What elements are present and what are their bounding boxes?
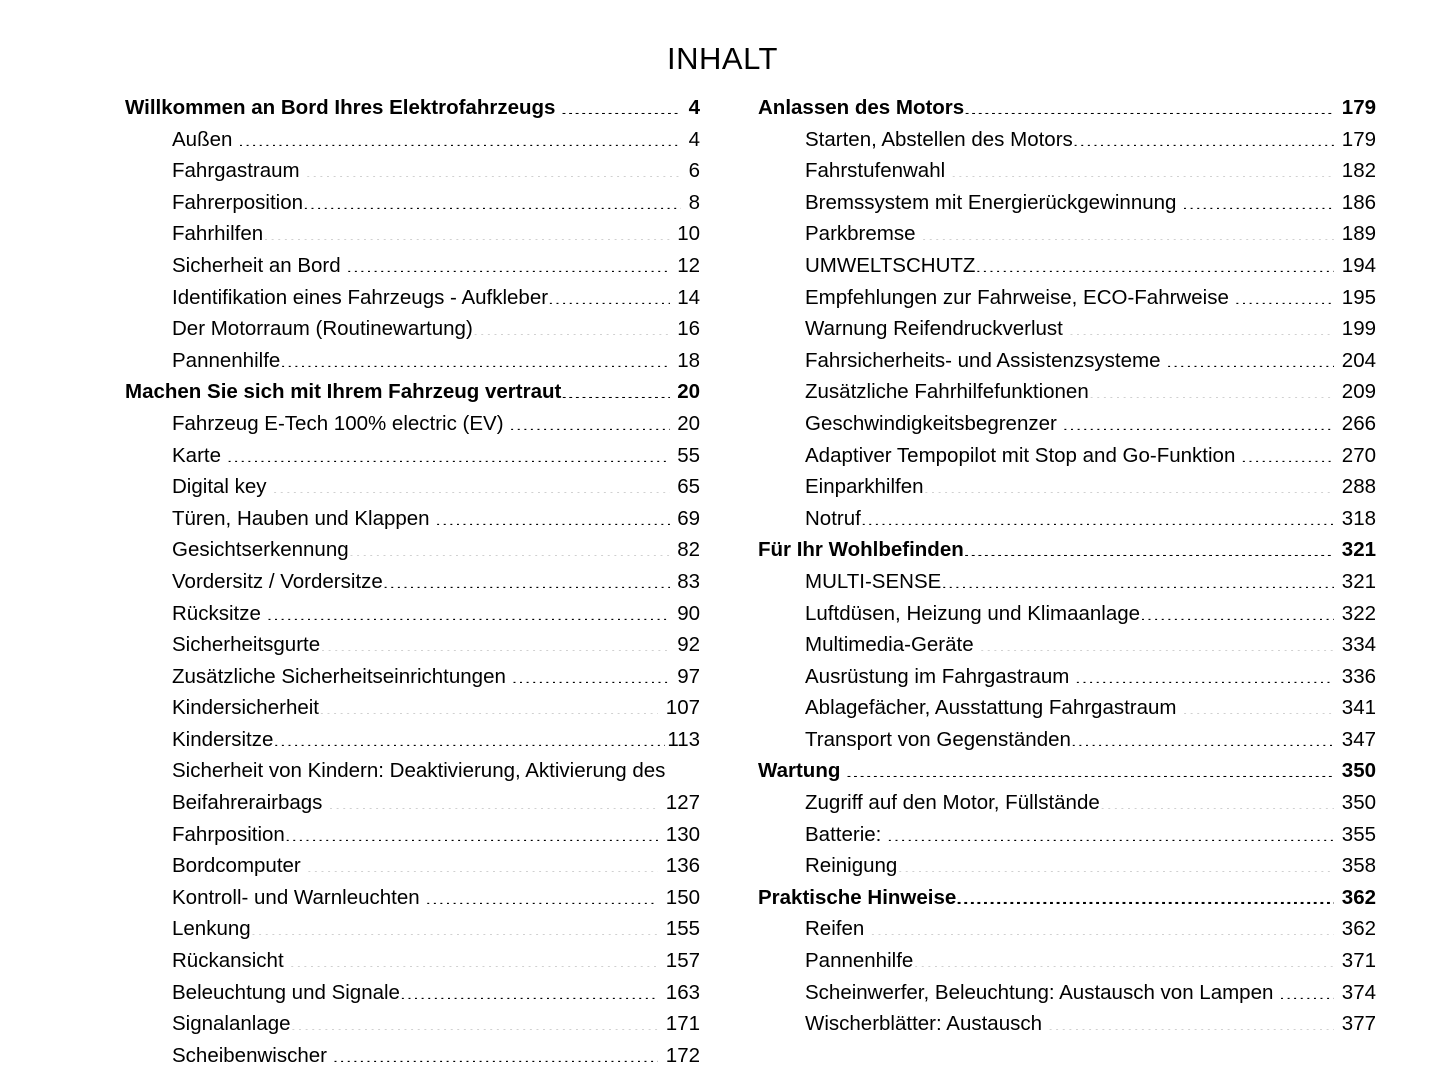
toc-dot-leader	[383, 567, 670, 588]
toc-entry-page-number: 6	[682, 159, 700, 183]
toc-entry-label: Kindersitze	[172, 727, 274, 751]
toc-entry[interactable]	[805, 629, 1376, 661]
toc-entry-label: Geschwindigkeitsbegrenzer	[805, 411, 1063, 435]
toc-entry[interactable]	[172, 282, 700, 314]
toc-dot-leader	[289, 947, 658, 968]
toc-entry-label: Fahrzeug E-Tech 100% electric (EV)	[172, 411, 510, 435]
toc-entry-page-number: 362	[1336, 917, 1376, 941]
toc-entry-label: Fahrgastraum	[172, 159, 306, 183]
toc-entry[interactable]	[805, 345, 1376, 377]
toc-dot-leader	[425, 883, 658, 904]
toc-entry[interactable]	[805, 376, 1376, 408]
toc-entry[interactable]	[805, 787, 1376, 819]
toc-entry[interactable]	[172, 124, 700, 156]
toc-entry-label: Der Motorraum (Routinewartung)	[172, 317, 473, 341]
toc-entry-label: Sicherheitsgurte	[172, 633, 321, 657]
page-title: INHALT	[667, 40, 778, 76]
toc-entry[interactable]	[172, 850, 700, 882]
toc-entry-page-number: 155	[660, 917, 700, 941]
toc-entry-label: Ausrüstung im Fahrgastraum	[805, 664, 1076, 688]
toc-dot-leader	[1166, 346, 1334, 367]
toc-dot-leader	[1100, 789, 1334, 810]
toc-section-entry[interactable]	[125, 92, 700, 124]
toc-entry-page-number: 69	[671, 506, 700, 530]
toc-entry-label: Pannenhilfe	[172, 348, 281, 372]
toc-dot-leader	[887, 820, 1334, 841]
toc-dot-leader	[975, 251, 1334, 272]
toc-entry-page-number: 12	[671, 253, 700, 277]
toc-dot-leader	[846, 757, 1334, 778]
toc-dot-leader	[548, 283, 669, 304]
toc-entry-label: Signalanlage	[172, 1012, 291, 1036]
toc-entry-label: Fahrerposition	[172, 190, 304, 214]
toc-entry[interactable]	[805, 408, 1376, 440]
toc-entry-page-number: 341	[1336, 696, 1376, 720]
toc-entry-label: Adaptiver Tempopilot mit Stop and Go-Funktion	[805, 443, 1242, 467]
toc-entry[interactable]	[805, 819, 1376, 851]
toc-entry-label: Zusätzliche Fahrhilfefunktionen	[805, 380, 1089, 404]
toc-dot-leader	[1241, 441, 1334, 462]
toc-entry[interactable]	[172, 913, 700, 945]
toc-entry-label: Gesichtserkennung	[172, 538, 349, 562]
toc-dot-leader	[1140, 599, 1334, 620]
toc-entry-page-number: 113	[667, 727, 700, 751]
toc-entry-page-number: 362	[1336, 885, 1376, 909]
toc-entry-page-number: 347	[1336, 727, 1376, 751]
toc-dot-leader	[305, 157, 681, 178]
toc-entry-page-number: 83	[671, 569, 700, 593]
toc-entry[interactable]	[172, 945, 700, 977]
toc-entry-page-number: 350	[1336, 791, 1376, 815]
toc-dot-leader	[1182, 188, 1334, 209]
toc-entry[interactable]	[172, 503, 700, 535]
toc-entry-page-number: 55	[671, 443, 700, 467]
toc-entry-label: Rückansicht	[172, 949, 290, 973]
toc-dot-leader	[251, 915, 658, 936]
toc-dot-leader	[319, 694, 658, 715]
toc-entry[interactable]	[172, 598, 700, 630]
toc-entry[interactable]	[805, 661, 1376, 693]
toc-entry[interactable]	[805, 187, 1376, 219]
toc-entry[interactable]	[172, 534, 700, 566]
toc-entry-page-number: 179	[1336, 127, 1376, 151]
toc-dot-leader	[964, 536, 1334, 557]
toc-entry[interactable]	[805, 440, 1376, 472]
toc-dot-leader	[227, 441, 670, 462]
toc-entry-page-number: 107	[660, 696, 700, 720]
toc-dot-leader	[509, 409, 669, 430]
toc-entry-page-number: 189	[1336, 222, 1376, 246]
toc-entry-label: Vordersitz / Vordersitze	[172, 569, 383, 593]
toc-entry-page-number: 14	[671, 285, 700, 309]
toc-dot-leader	[349, 536, 670, 557]
toc-entry-page-number: 172	[660, 1043, 700, 1067]
toc-entry[interactable]	[805, 471, 1376, 503]
toc-entry-page-number: 355	[1336, 822, 1376, 846]
toc-dot-leader	[979, 631, 1334, 652]
toc-dot-leader	[238, 125, 681, 146]
toc-entry-page-number: 20	[671, 411, 700, 435]
toc-entry-label: Ablagefächer, Ausstattung Fahrgastraum	[805, 696, 1183, 720]
toc-entry[interactable]	[805, 503, 1376, 535]
toc-entry-page-number: 127	[660, 791, 700, 815]
toc-entry-label: Machen Sie sich mit Ihrem Fahrzeug vertraut	[125, 380, 562, 404]
toc-entry-page-number: 130	[660, 822, 700, 846]
toc-dot-leader	[267, 599, 670, 620]
toc-entry-label: Bremssystem mit Energierückgewinnung	[805, 190, 1183, 214]
toc-entry-label: Digital key	[172, 475, 273, 499]
toc-entry-label: Identifikation eines Fahrzeugs - Aufkleber	[172, 285, 549, 309]
toc-dot-leader	[941, 567, 1334, 588]
toc-entry-page-number: 20	[671, 380, 700, 404]
toc-dot-leader	[1182, 694, 1334, 715]
toc-entry[interactable]	[172, 440, 700, 472]
toc-dot-leader	[280, 346, 669, 367]
toc-dot-leader	[861, 504, 1334, 525]
toc-dot-leader	[263, 220, 669, 241]
toc-entry[interactable]	[805, 945, 1376, 977]
toc-entry-label: Scheinwerfer, Beleuchtung: Austausch von Lampen	[805, 980, 1280, 1004]
toc-dot-leader	[1279, 978, 1334, 999]
toc-entry-label: Außen	[172, 127, 239, 151]
toc-entry[interactable]	[172, 471, 700, 503]
toc-dot-leader	[272, 473, 669, 494]
toc-entry[interactable]	[805, 250, 1376, 282]
toc-entry-page-number: 288	[1336, 475, 1376, 499]
toc-dot-leader	[1071, 725, 1334, 746]
toc-entry[interactable]	[172, 724, 700, 756]
toc-entry-page-number: 321	[1336, 569, 1376, 593]
toc-entry-label: Willkommen an Bord Ihres Elektrofahrzeugs	[125, 96, 562, 119]
toc-entry-label: Beleuchtung und Signale	[172, 980, 400, 1004]
toc-entry-page-number: 358	[1336, 854, 1376, 878]
toc-entry-page-number: 334	[1336, 633, 1376, 657]
toc-entry[interactable]	[172, 692, 700, 724]
toc-section-entry[interactable]	[758, 92, 1376, 124]
toc-entry-page-number: 8	[682, 190, 700, 214]
toc-entry-label: Warnung Reifendruckverlust	[805, 317, 1069, 341]
toc-entry[interactable]	[172, 661, 700, 693]
toc-entry-label: Zusätzliche Sicherheitseinrichtungen	[172, 664, 512, 688]
toc-dot-leader	[1069, 315, 1335, 336]
toc-entry-label: Beifahrerairbags	[172, 791, 329, 815]
toc-entry-label: MULTI-SENSE	[805, 569, 942, 593]
toc-dot-leader	[320, 631, 669, 652]
toc-entry-label: Wischerblätter: Austausch	[805, 1012, 1048, 1036]
toc-entry[interactable]	[172, 218, 700, 250]
toc-column-left	[0, 92, 700, 1071]
toc-entry[interactable]	[172, 629, 700, 661]
toc-entry-page-number: 4	[682, 127, 700, 151]
toc-entry-page-number: 266	[1336, 411, 1376, 435]
toc-dot-leader	[921, 220, 1334, 241]
toc-dot-leader	[951, 157, 1334, 178]
toc-entry[interactable]	[805, 124, 1376, 156]
toc-entry-label: Türen, Hauben und Klappen	[172, 506, 436, 530]
toc-entry[interactable]	[805, 313, 1376, 345]
toc-entry[interactable]	[172, 819, 700, 851]
toc-entry[interactable]	[172, 345, 700, 377]
toc-entry-label: UMWELTSCHUTZ	[805, 253, 976, 277]
toc-entry-page-number: 171	[660, 1012, 700, 1036]
toc-entry-label: Kontroll- und Warnleuchten	[172, 885, 426, 909]
toc-entry-page-number: 374	[1336, 980, 1376, 1004]
toc-entry[interactable]	[172, 755, 700, 818]
toc-entry-page-number: 150	[660, 885, 700, 909]
toc-section-entry[interactable]	[758, 882, 1376, 914]
toc-entry-label: Bordcomputer	[172, 854, 307, 878]
toc-entry[interactable]	[172, 882, 700, 914]
toc-entry[interactable]	[805, 155, 1376, 187]
toc-entry-label: Starten, Abstellen des Motors	[805, 127, 1073, 151]
toc-entry-page-number: 318	[1336, 506, 1376, 530]
toc-dot-leader	[273, 725, 665, 746]
toc-dot-leader	[1048, 1010, 1334, 1031]
toc-entry-label: Lenkung	[172, 917, 251, 941]
toc-entry-page-number: 157	[660, 949, 700, 973]
toc-entry-page-number: 377	[1336, 1012, 1376, 1036]
toc-entry-page-number: 16	[671, 317, 700, 341]
toc-entry-label: Multimedia-Geräte	[805, 633, 980, 657]
toc-entry-label: Zugriff auf den Motor, Füllstände	[805, 791, 1100, 815]
toc-entry-label: Fahrposition	[172, 822, 285, 846]
toc-dot-leader	[346, 251, 669, 272]
toc-dot-leader	[306, 852, 658, 873]
toc-entry-page-number: 4	[682, 96, 700, 119]
toc-entry-label: Reinigung	[805, 854, 898, 878]
toc-dot-leader	[924, 473, 1335, 494]
toc-entry[interactable]	[172, 1008, 700, 1040]
toc-column-right	[700, 92, 1445, 1040]
toc-dot-leader	[913, 947, 1334, 968]
toc-section-entry[interactable]	[125, 376, 700, 408]
toc-entry[interactable]	[805, 598, 1376, 630]
toc-dot-leader	[303, 188, 681, 209]
toc-entry[interactable]	[172, 187, 700, 219]
toc-entry[interactable]	[172, 1040, 700, 1071]
toc-section-entry[interactable]	[758, 755, 1376, 787]
toc-dot-leader	[285, 820, 658, 841]
toc-entry-label: Für Ihr Wohlbefinden	[758, 538, 964, 562]
toc-entry-label: Batterie:	[805, 822, 888, 846]
toc-entry-page-number: 194	[1336, 253, 1376, 277]
toc-entry[interactable]	[172, 155, 700, 187]
toc-entry-page-number: 371	[1336, 949, 1376, 973]
toc-entry[interactable]	[805, 1008, 1376, 1040]
toc-dot-leader	[400, 978, 658, 999]
toc-entry[interactable]	[172, 313, 700, 345]
toc-dot-leader	[561, 378, 669, 399]
toc-entry[interactable]	[805, 913, 1376, 945]
toc-entry-label: Parkbremse	[805, 222, 922, 246]
toc-entry-label: Wartung	[758, 759, 847, 783]
toc-entry[interactable]	[172, 408, 700, 440]
toc-entry-page-number: 97	[671, 664, 700, 688]
toc-dot-leader	[333, 1041, 658, 1062]
toc-entry-page-number: 18	[671, 348, 700, 372]
toc-entry-page-number: 321	[1336, 538, 1376, 562]
toc-section-entry[interactable]	[758, 534, 1376, 566]
toc-dot-leader	[561, 94, 681, 115]
toc-entry[interactable]	[805, 724, 1376, 756]
toc-entry-label: Luftdüsen, Heizung und Klimaanlage	[805, 601, 1141, 625]
toc-dot-leader	[291, 1010, 659, 1031]
toc-entry-label: Anlassen des Motors	[758, 96, 965, 119]
toc-dot-leader	[897, 852, 1334, 873]
toc-entry-label: Praktische Hinweise	[758, 885, 957, 909]
toc-entry-page-number: 199	[1336, 317, 1376, 341]
toc-entry-page-number: 270	[1336, 443, 1376, 467]
toc-entry-page-number: 322	[1336, 601, 1376, 625]
toc-entry[interactable]	[805, 850, 1376, 882]
toc-entry[interactable]	[805, 566, 1376, 598]
toc-entry-page-number: 186	[1336, 190, 1376, 214]
toc-dot-leader	[1073, 125, 1334, 146]
toc-entry-label: Fahrstufenwahl	[805, 159, 951, 183]
toc-entry-page-number: 204	[1336, 348, 1376, 372]
toc-entry[interactable]	[172, 977, 700, 1009]
toc-entry-page-number: 350	[1336, 759, 1376, 783]
toc-entry-label: Fahrhilfen	[172, 222, 264, 246]
toc-dot-leader	[1089, 378, 1334, 399]
toc-dot-leader	[870, 915, 1334, 936]
toc-dot-leader	[435, 504, 669, 525]
toc-entry-page-number: 90	[671, 601, 700, 625]
toc-entry-page-number: 195	[1336, 285, 1376, 309]
toc-entry-label: Empfehlungen zur Fahrweise, ECO-Fahrweise	[805, 285, 1235, 309]
toc-dot-leader	[328, 789, 658, 810]
toc-entry-page-number: 92	[671, 633, 700, 657]
toc-entry-page-number: 136	[660, 854, 700, 878]
toc-entry-page-number: 182	[1336, 159, 1376, 183]
toc-entry-page-number: 65	[671, 475, 700, 499]
toc-entry-label: Karte	[172, 443, 227, 467]
toc-dot-leader	[956, 883, 1334, 904]
toc-entry-label: Scheibenwischer	[172, 1043, 333, 1067]
toc-entry-label: Fahrsicherheits- und Assistenzsysteme	[805, 348, 1167, 372]
toc-entry[interactable]	[805, 692, 1376, 724]
toc-entry[interactable]	[805, 282, 1376, 314]
toc-entry-label: Sicherheit von Kindern: Deaktivierung, Aktivierung des	[172, 759, 666, 783]
toc-dot-leader	[1063, 409, 1335, 430]
toc-dot-leader	[1235, 283, 1335, 304]
toc-dot-leader	[1075, 662, 1334, 683]
toc-dot-leader	[512, 662, 670, 683]
toc-entry-label: Rücksitze	[172, 601, 267, 625]
toc-entry[interactable]	[805, 977, 1376, 1009]
toc-entry-page-number: 10	[671, 222, 700, 246]
toc-entry-page-number: 336	[1336, 664, 1376, 688]
toc-entry-label: Pannenhilfe	[805, 949, 914, 973]
toc-entry-page-number: 82	[671, 538, 700, 562]
toc-entry-page-number: 209	[1336, 380, 1376, 404]
toc-dot-leader	[473, 315, 670, 336]
toc-entry-page-number: 179	[1336, 96, 1376, 119]
toc-entry-label: Reifen	[805, 917, 870, 941]
toc-entry-label: Sicherheit an Bord	[172, 253, 347, 277]
toc-entry-label: Notruf	[805, 506, 861, 530]
toc-entry-label: Einparkhilfen	[805, 475, 924, 499]
toc-entry-label: Transport von Gegenständen	[805, 727, 1071, 751]
toc-entry[interactable]	[172, 250, 700, 282]
toc-entry-page-number: 163	[660, 980, 700, 1004]
toc-entry-label: Kindersicherheit	[172, 696, 319, 720]
toc-dot-leader	[964, 94, 1334, 115]
toc-entry[interactable]	[805, 218, 1376, 250]
toc-entry[interactable]	[172, 566, 700, 598]
toc-columns	[0, 92, 1445, 1071]
